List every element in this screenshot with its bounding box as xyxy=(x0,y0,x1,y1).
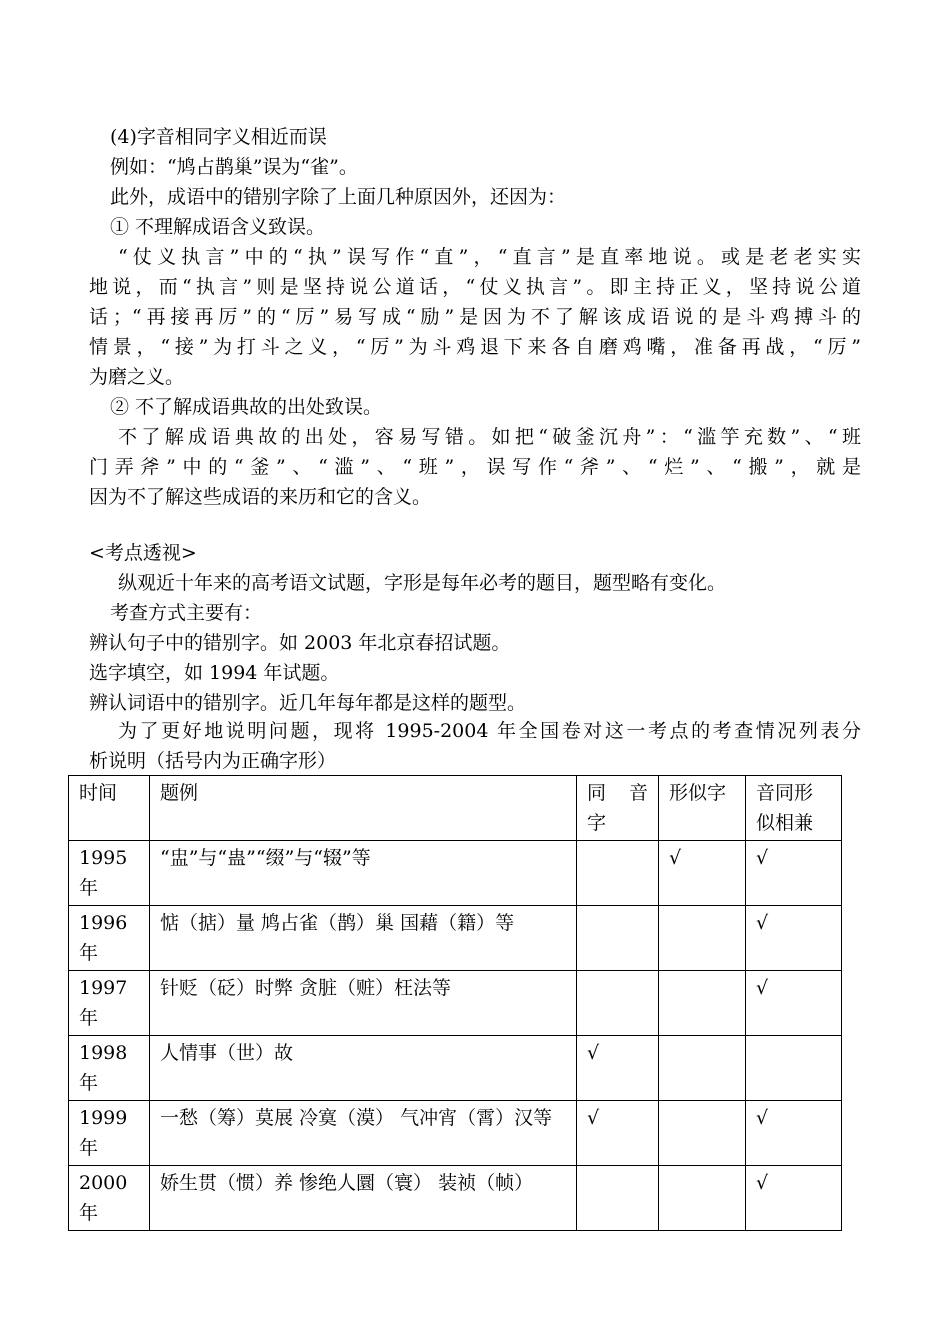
both-cell: √ xyxy=(746,906,842,971)
same-sound-cell xyxy=(577,906,659,971)
paragraph-line: 析说明（括号内为正确字形） xyxy=(89,750,337,772)
paragraph-other-reasons: 此外，成语中的错别字除了上面几种原因外，还因为： xyxy=(110,186,567,208)
both-cell: √ xyxy=(746,1101,842,1166)
table-row xyxy=(69,1101,842,1166)
exam-analysis-table xyxy=(68,775,842,1231)
similar-shape-cell xyxy=(659,971,746,1036)
table-row xyxy=(69,1036,842,1101)
similar-shape-cell xyxy=(659,1036,746,1101)
year-cell: 1997年 xyxy=(69,971,150,1036)
paragraph-line: 情景，“接”为打斗之义，“厉”为斗鸡退下来各自磨鸡嘴，准备再战，“厉” xyxy=(89,336,861,358)
paragraph-line: 话；“再接再厉”的“厉”易写成“励”是因为不了解该成语说的是斗鸡搏斗的 xyxy=(89,306,861,328)
year-cell: 2000年 xyxy=(69,1166,150,1231)
paragraph-method-3: 辨认词语中的错别字。近几年每年都是这样的题型。 xyxy=(89,692,527,714)
year-cell: 1999年 xyxy=(69,1101,150,1166)
header-cell-similar-shape: 形似字 xyxy=(659,776,746,841)
header-cell-example: 题例 xyxy=(150,776,577,841)
year-cell: 1996年 xyxy=(69,906,150,971)
example-cell: 娇生贯（惯）养 惨绝人圜（寰） 装祯（帧） xyxy=(150,1166,577,1231)
paragraph-line: 地说，而“执言”则是坚持说公道话，“仗义执言”。即主持正义，坚持说公道 xyxy=(89,276,861,298)
header-cell-both: 音同形似相兼 xyxy=(746,776,842,841)
paragraph-method-1: 辨认句子中的错别字。如 2003 年北京春招试题。 xyxy=(89,632,511,654)
same-sound-cell xyxy=(577,841,659,906)
same-sound-cell xyxy=(577,1166,659,1231)
paragraph-line: 门弄斧”中的“釜”、“滥”、“班”，误写作“斧”、“烂”、“搬”，就是 xyxy=(89,456,861,478)
example-cell: 惦（掂）量 鸠占雀（鹊）巢 国藉（籍）等 xyxy=(150,906,577,971)
same-sound-cell: √ xyxy=(577,1101,659,1166)
paragraph-method-2: 选字填空，如 1994 年试题。 xyxy=(89,662,340,684)
paragraph-reason-1: ① 不理解成语含义致误。 xyxy=(110,216,326,238)
header-cell-same-sound: 同 音字 xyxy=(577,776,659,841)
paragraph-line: 不了解成语典故的出处，容易写错。如把“破釜沉舟”：“滥竽充数”、“班 xyxy=(118,426,861,448)
example-cell: “盅”与“蛊”“缀”与“辍”等 xyxy=(150,841,577,906)
year-cell: 1998年 xyxy=(69,1036,150,1101)
paragraph-line: “仗义执言”中的“执”误写作“直”，“直言”是直率地说。或是老老实实 xyxy=(118,246,861,268)
year-cell: 1995年 xyxy=(69,841,150,906)
example-cell: 一愁（筹）莫展 冷寞（漠） 气冲宵（霄）汉等 xyxy=(150,1101,577,1166)
table-row xyxy=(69,841,842,906)
paragraph-methods: 考查方式主要有： xyxy=(110,602,263,624)
paragraph-line: 因为不了解这些成语的来历和它的含义。 xyxy=(89,486,432,508)
same-sound-cell: √ xyxy=(577,1036,659,1101)
similar-shape-cell xyxy=(659,1166,746,1231)
paragraph-reason-2: ② 不了解成语典故的出处致误。 xyxy=(110,396,383,418)
similar-shape-cell xyxy=(659,906,746,971)
both-cell: √ xyxy=(746,841,842,906)
example-cell: 人情事（世）故 xyxy=(150,1036,577,1101)
table-header-row xyxy=(69,776,842,841)
section-heading: <考点透视> xyxy=(89,542,197,564)
table-row xyxy=(69,1166,842,1231)
paragraph-subheading-4: (4)字音相同字义相近而误 xyxy=(110,126,327,148)
same-sound-cell xyxy=(577,971,659,1036)
paragraph-line: 为了更好地说明问题，现将 1995-2004 年全国卷对这一考点的考查情况列表分 xyxy=(118,720,861,742)
paragraph-line: 为磨之义。 xyxy=(89,366,185,388)
table-row xyxy=(69,906,842,971)
both-cell: √ xyxy=(746,971,842,1036)
both-cell: √ xyxy=(746,1166,842,1231)
both-cell xyxy=(746,1036,842,1101)
similar-shape-cell xyxy=(659,1101,746,1166)
paragraph-example: 例如：“鸠占鹊巢”误为“雀”。 xyxy=(110,156,358,178)
header-cell-time: 时间 xyxy=(69,776,150,841)
example-cell: 针贬（砭）时弊 贪脏（赃）枉法等 xyxy=(150,971,577,1036)
similar-shape-cell: √ xyxy=(659,841,746,906)
paragraph-overview: 纵观近十年来的高考语文试题，字形是每年必考的题目，题型略有变化。 xyxy=(118,572,727,594)
table-row xyxy=(69,971,842,1036)
